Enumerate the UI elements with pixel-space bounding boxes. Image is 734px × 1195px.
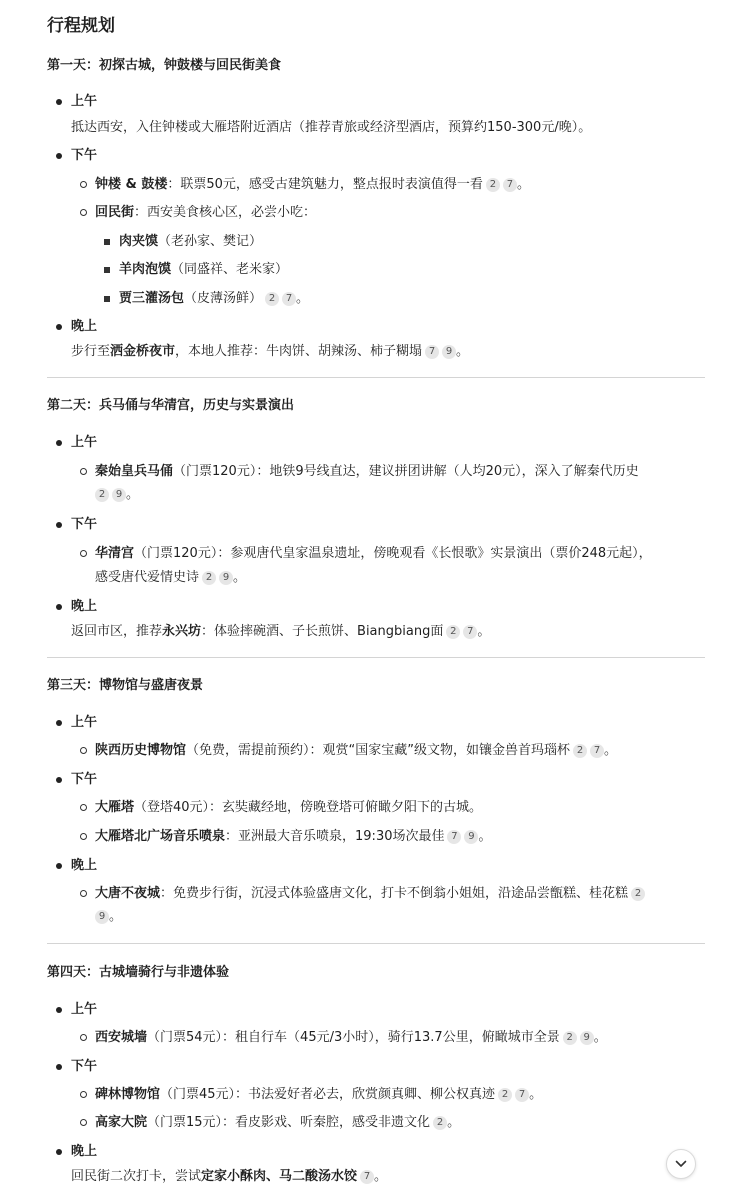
section-divider [47, 943, 705, 944]
place-name: 高家大院 [95, 1115, 148, 1130]
place-name: 大雁塔北广场音乐喷泉 [95, 829, 226, 844]
item-end: 。 [109, 909, 123, 924]
list-item [95, 1085, 542, 1105]
item-end: 。 [478, 829, 492, 844]
page-title: 行程规划 [47, 16, 115, 36]
citation-badge[interactable]: 2 [498, 1088, 512, 1102]
item-end: 。 [296, 291, 310, 306]
list-item [95, 175, 530, 195]
place-name: 碑林博物馆 [95, 1087, 161, 1102]
text-pre: 步行至 [71, 344, 111, 359]
item-text: （免费，需提前预约）：观赏“国家宝藏”级文物，如镶金兽首玛瑙杯 [186, 743, 570, 758]
item-text: ：西安美食核心区，必尝小吃： [134, 205, 317, 220]
item-end: 。 [126, 487, 140, 502]
place-name: 永兴坊 [162, 624, 202, 639]
day-2-afternoon-label: 下午 [71, 515, 97, 535]
item-text: ，本地人推荐：牛肉饼、胡辣汤、柿子糊塌 [175, 344, 423, 359]
item-text: （老孙家、樊记） [158, 234, 263, 249]
item-text: （门票54元）：租自行车（45元/3小时），骑行13.7公里，俯瞰城市全景 [147, 1030, 560, 1045]
item-text: ：联票50元，感受古建筑魅力，整点报时表演值得一看 [167, 177, 483, 192]
section-divider [47, 657, 705, 658]
item-text: （登塔40元）：玄奘藏经地，傍晚登塔可俯瞰夕阳下的古城。 [134, 800, 483, 815]
item-end: 。 [593, 1030, 607, 1045]
item-end: 。 [477, 624, 491, 639]
item-end: 。 [604, 743, 618, 758]
item-end: 。 [233, 570, 247, 585]
list-item [119, 232, 262, 252]
list-item-continued [95, 485, 139, 505]
item-text: （门票15元）：看皮影戏、听秦腔，感受非遗文化 [147, 1115, 431, 1130]
list-item [119, 289, 309, 309]
citation-badge[interactable]: 2 [95, 488, 109, 502]
day-1-evening-text [71, 342, 469, 362]
food-name: 贾三灌汤包 [119, 291, 185, 306]
citation-badge[interactable]: 2 [573, 744, 587, 758]
place-name: 定家小酥肉、马二酸汤水饺 [201, 1169, 358, 1184]
citation-badge[interactable]: 7 [515, 1088, 529, 1102]
day-1-morning-text: 抵达西安，入住钟楼或大雁塔附近酒店（推荐青旅或经济型酒店，预算约150-300元/晚）。 [71, 120, 592, 135]
citation-badge[interactable]: 2 [433, 1116, 447, 1130]
day-1-heading: 第一天：初探古城，钟鼓楼与回民街美食 [47, 58, 282, 73]
day-3-heading: 第三天：博物馆与盛唐夜景 [47, 678, 204, 693]
text-pre: 返回市区，推荐 [71, 624, 163, 639]
citation-badge[interactable]: 7 [503, 178, 517, 192]
day-3-evening-label: 晚上 [71, 856, 97, 876]
day-2-morning-label: 上午 [71, 433, 97, 453]
day-1-evening-label: 晚上 [71, 317, 97, 337]
item-end: 。 [516, 177, 530, 192]
citation-badge[interactable]: 9 [464, 830, 478, 844]
day-1-morning-label: 上午 [71, 92, 97, 112]
citation-badge[interactable]: 2 [446, 625, 460, 639]
place-name: 大唐不夜城 [95, 886, 161, 901]
citation-badge[interactable]: 7 [282, 292, 296, 306]
chevron-down-icon [675, 1159, 687, 1169]
day-2-evening-text [71, 622, 490, 642]
item-end: 。 [456, 344, 470, 359]
item-text: ：免费步行街，沉浸式体验盛唐文化，打卡不倒翁小姐姐，沿途品尝甑糕、桂花糕 [160, 886, 629, 901]
list-item [95, 827, 492, 847]
citation-badge[interactable]: 2 [265, 292, 279, 306]
list-item [95, 884, 645, 904]
citation-badge[interactable]: 7 [425, 345, 439, 359]
place-name: 钟楼 & 鼓楼 [95, 177, 168, 192]
food-name: 羊肉泡馍 [119, 262, 172, 277]
list-item [95, 741, 617, 761]
place-name: 陕西历史博物馆 [95, 743, 187, 758]
citation-badge[interactable]: 2 [563, 1031, 577, 1045]
item-text: （门票120元）：地铁9号线直达，建议拼团讲解（人均20元），深入了解秦代历史 [173, 464, 639, 479]
day-4-evening-label: 晚上 [71, 1142, 97, 1162]
list-item-continued [95, 907, 122, 927]
item-end: 。 [447, 1115, 461, 1130]
day-4-afternoon-label: 下午 [71, 1057, 97, 1077]
item-text: ：亚洲最大音乐喷泉，19:30场次最佳 [225, 829, 445, 844]
citation-badge[interactable]: 2 [202, 571, 216, 585]
list-item-continued [95, 568, 246, 588]
citation-badge[interactable]: 7 [447, 830, 461, 844]
citation-badge[interactable]: 9 [219, 571, 233, 585]
list-item [95, 203, 316, 223]
list-item [95, 1028, 607, 1048]
item-text: 感受唐代爱情史诗 [95, 570, 200, 585]
list-item [95, 1113, 460, 1133]
scroll-down-button[interactable] [666, 1149, 696, 1179]
place-name: 华清宫 [95, 546, 135, 561]
list-item [95, 798, 482, 818]
day-3-afternoon-label: 下午 [71, 770, 97, 790]
item-end: 。 [374, 1169, 388, 1184]
item-text: （同盛祥、老米家） [171, 262, 289, 277]
item-end: 。 [529, 1087, 543, 1102]
day-4-evening-text [71, 1167, 387, 1187]
day-2-evening-label: 晚上 [71, 597, 97, 617]
item-text: （门票45元）：书法爱好者必去，欣赏颜真卿、柳公权真迹 [160, 1087, 496, 1102]
citation-badge[interactable]: 7 [463, 625, 477, 639]
food-name: 肉夹馍 [119, 234, 159, 249]
citation-badge[interactable]: 9 [580, 1031, 594, 1045]
list-item [95, 462, 639, 482]
day-4-heading: 第四天：古城墙骑行与非遗体验 [47, 965, 230, 980]
day-4-morning-label: 上午 [71, 1000, 97, 1020]
item-text: （门票120元）：参观唐代皇家温泉遗址，傍晚观看《长恨歌》实景演出（票价248元起）， [134, 546, 652, 561]
place-name: 西安城墙 [95, 1030, 148, 1045]
citation-badge[interactable]: 9 [95, 910, 109, 924]
place-name: 洒金桥夜市 [110, 344, 176, 359]
citation-badge[interactable]: 7 [360, 1170, 374, 1184]
day-2-heading: 第二天：兵马俑与华清宫，历史与实景演出 [47, 398, 295, 413]
citation-badge[interactable]: 9 [442, 345, 456, 359]
place-name: 秦始皇兵马俑 [95, 464, 174, 479]
day-3-morning-label: 上午 [71, 713, 97, 733]
citation-badge[interactable]: 2 [486, 178, 500, 192]
list-item [119, 260, 288, 280]
list-item [95, 544, 652, 564]
place-name: 回民街 [95, 205, 135, 220]
item-text: （皮薄汤鲜） [184, 291, 263, 306]
citation-badge[interactable]: 9 [112, 488, 126, 502]
citation-badge[interactable]: 7 [590, 744, 604, 758]
citation-badge[interactable]: 2 [631, 887, 645, 901]
item-text: ：体验摔碗酒、子长煎饼、Biangbiang面 [201, 624, 444, 639]
place-name: 大雁塔 [95, 800, 135, 815]
day-1-afternoon-label: 下午 [71, 146, 97, 166]
section-divider [47, 377, 705, 378]
text-pre: 回民街二次打卡，尝试 [71, 1169, 202, 1184]
